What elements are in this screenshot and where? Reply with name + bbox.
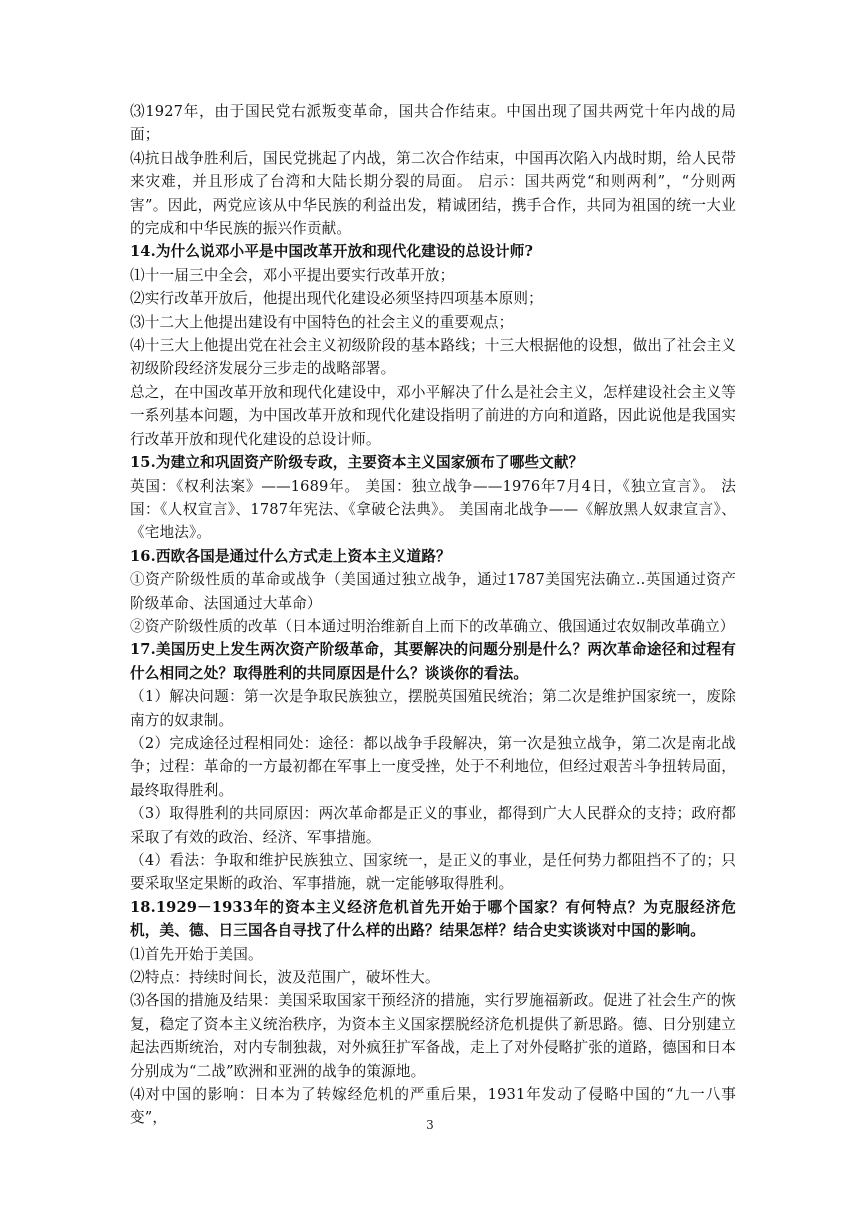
question-heading: 15.为建立和巩固资产阶级专政，主要资本主义国家颁布了哪些文献？ bbox=[130, 454, 584, 472]
page-number: 3 bbox=[426, 1118, 434, 1132]
paragraph: ⑴十一届三中全会，邓小平提出要实行改革开放； bbox=[130, 266, 455, 284]
paragraph: （4）看法：争取和维护民族独立、国家统一，是正义的事业，是任何势力都阻挡不了的；只要采取坚定果断的政治、军事措施，就一定能够取得胜利。 bbox=[130, 852, 736, 893]
paragraph: （2）完成途径过程相同处：途径：都以战争手段解决，第一次是独立战争，第二次是南北战争；过程：革命的一方最初都在军事上一度受挫，处于不利地位，但经过艰苦斗争扭转局面，最终取得胜利。 bbox=[130, 734, 736, 799]
question-heading: 18.1929－1933年的资本主义经济危机首先开始于哪个国家？有何特点？为克服经济危机，美、德、日三国各自寻找了什么样的出路？结果怎样？结合史实谈谈对中国的影响。 bbox=[130, 898, 736, 940]
paragraph: ⑶各国的措施及结果：美国采取国家干预经济的措施，实行罗施福新政。促进了社会生产的恢复，稳定了资本主义统治秩序，为资本主义国家摆脱经济危机提供了新思路。德、日分别建立起法西斯统治，对内专制独裁，对外疯狂扩军备战，走上了对外侵略扩张的道路，德国和日本分别成为“二战”欧洲和亚洲的战争的策源地。 bbox=[130, 992, 736, 1080]
paragraph: ⑶十二大上他提出建设有中国特色的社会主义的重要观点； bbox=[130, 313, 514, 331]
paragraph: （3）取得胜利的共同原因：两次革命都是正义的事业，都得到广大人民群众的支持；政府都采取了有效的政治、经济、军事措施。 bbox=[130, 805, 736, 846]
paragraph: ⑷对中国的影响：日本为了转嫁经危机的严重后果，1931年发动了侵略中国的“九一八事变”， bbox=[130, 1086, 736, 1127]
paragraph: ⑵实行改革开放后，他提出现代化建设必须坚持四项基本原则； bbox=[130, 290, 543, 308]
question-heading: 17.美国历史上发生两次资产阶级革命，其要解决的问题分别是什么？两次革命途径和过程有什么相同之处？取得胜利的共同原因是什么？谈谈你的看法。 bbox=[130, 641, 736, 682]
paragraph: 英国：《权利法案》——1689年。 美国：独立战争——1976年7月4日，《独立宣言》。 法国：《人权宣言》、1787年宪法、《拿破仑法典》。 美国南北战争——《解放黑人奴隶宣言》、《宅地法》。 bbox=[130, 477, 736, 542]
question-heading: 14.为什么说邓小平是中国改革开放和现代化建设的总设计师? bbox=[130, 243, 534, 261]
paragraph: ②资产阶级性质的改革（日本通过明治维新自上而下的改革确立、俄国通过农奴制改革确立） bbox=[130, 617, 735, 635]
paragraph: （1）解决问题：第一次是争取民族独立，摆脱英国殖民统治；第二次是维护国家统一，废除南方的奴隶制。 bbox=[130, 688, 736, 729]
document-body bbox=[130, 100, 736, 1130]
paragraph: ⑵特点：持续时间长，波及范围广，破坏性大。 bbox=[130, 969, 440, 987]
paragraph: 总之，在中国改革开放和现代化建设中，邓小平解决了什么是社会主义，怎样建设社会主义等一系列基本问题，为中国改革开放和现代化建设指明了前进的方向和道路，因此说他是我国实行改革开放和现代化建设的总设计师。 bbox=[130, 383, 736, 448]
paragraph: ⑶1927年，由于国民党右派叛变革命，国共合作结束。中国出现了国共两党十年内战的局面； bbox=[130, 103, 736, 144]
paragraph: ⑴首先开始于美国。 bbox=[130, 945, 263, 963]
paragraph: ⑷十三大上他提出党在社会主义初级阶段的基本路线；十三大根据他的设想，做出了社会主义初级阶段经济发展分三步走的战略部署。 bbox=[130, 337, 736, 378]
paragraph: ①资产阶级性质的革命或战争（美国通过独立战争，通过1787美国宪法确立..英国通过资产阶级革命、法国通过大革命） bbox=[130, 571, 736, 612]
paragraph: ⑷抗日战争胜利后，国民党挑起了内战，第二次合作结束，中国再次陷入内战时期，给人民带来灾难，并且形成了台湾和大陆长期分裂的局面。 启示：国共两党“和则两利”，“分则两害”。因此，两党应该从中华民族的利益出发，精诚团结，携手合作，共同为祖国的统一大业的完成和中华民族的振兴作贡献。 bbox=[130, 149, 736, 238]
question-heading: 16.西欧各国是通过什么方式走上资本主义道路？ bbox=[130, 547, 451, 565]
